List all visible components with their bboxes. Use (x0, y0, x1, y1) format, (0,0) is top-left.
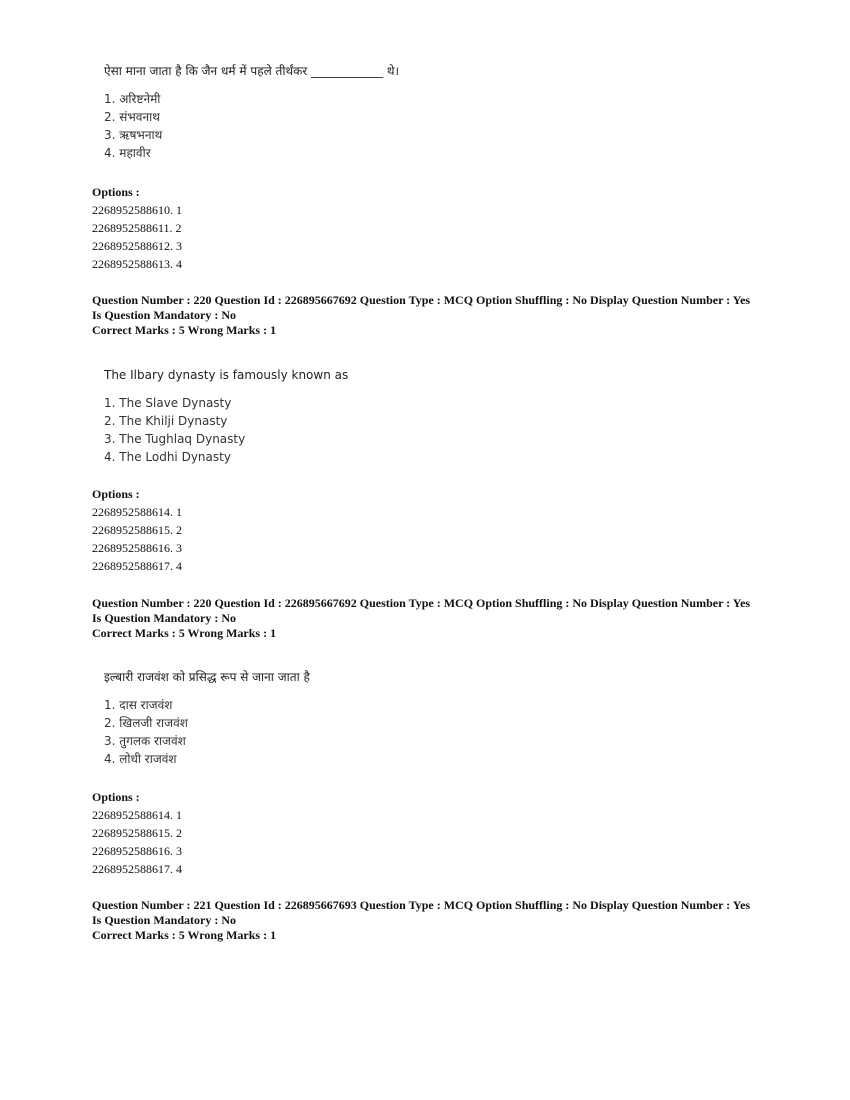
question-stem: ऐसा माना जाता है कि जैन धर्म में पहले तीर्थंकर ____________ थे। (104, 64, 400, 78)
question-stem: The Ilbary dynasty is famously known as (104, 368, 349, 382)
choice-item: 1. अरिष्टनेमी (104, 92, 161, 106)
question-image-jain-hindi (104, 62, 399, 162)
question-meta-line: Question Number : 221 Question Id : 226895667693 Question Type : MCQ Option Shuffling : No Display Question Number : Yes Is Question Mandatory : No (92, 898, 751, 927)
marks-line: Correct Marks : 5 Wrong Marks : 1 (92, 928, 277, 942)
question-image-ilbary-hindi (104, 668, 310, 768)
choice-item: 2. संभवनाथ (104, 110, 160, 124)
options-block (92, 485, 182, 575)
question-meta-line: Question Number : 220 Question Id : 226895667692 Question Type : MCQ Option Shuffling : No Display Question Number : Yes Is Question Mandatory : No (92, 293, 751, 322)
question-meta (92, 596, 762, 641)
option-id-row: 2268952588615. 2 (92, 523, 182, 537)
option-id-row: 2268952588617. 4 (92, 862, 182, 876)
question-choices (104, 90, 399, 162)
option-id-row: 2268952588614. 1 (92, 505, 182, 519)
choice-item: 1. The Slave Dynasty (104, 396, 232, 410)
question-meta (92, 293, 762, 338)
option-id-row: 2268952588617. 4 (92, 559, 182, 573)
option-id-row: 2268952588610. 1 (92, 203, 182, 217)
option-id-row: 2268952588611. 2 (92, 221, 182, 235)
choice-item: 2. खिलजी राजवंश (104, 716, 188, 730)
option-id-row: 2268952588616. 3 (92, 844, 182, 858)
options-block (92, 183, 182, 273)
option-id-row: 2268952588614. 1 (92, 808, 182, 822)
choice-item: 3. The Tughlaq Dynasty (104, 432, 246, 446)
marks-line: Correct Marks : 5 Wrong Marks : 1 (92, 323, 277, 337)
choice-item: 3. तुगलक राजवंश (104, 734, 186, 748)
option-id-row: 2268952588613. 4 (92, 257, 182, 271)
question-image-ilbary-english (104, 366, 348, 466)
choice-item: 4. The Lodhi Dynasty (104, 450, 231, 464)
question-meta (92, 898, 762, 943)
question-choices (104, 696, 310, 768)
marks-line: Correct Marks : 5 Wrong Marks : 1 (92, 626, 277, 640)
option-id-row: 2268952588612. 3 (92, 239, 182, 253)
question-meta-line: Question Number : 220 Question Id : 226895667692 Question Type : MCQ Option Shuffling : No Display Question Number : Yes Is Question Mandatory : No (92, 596, 751, 625)
choice-item: 3. ऋषभनाथ (104, 128, 163, 142)
choice-item: 1. दास राजवंश (104, 698, 173, 712)
option-id-row: 2268952588615. 2 (92, 826, 182, 840)
options-title: Options : (92, 487, 140, 501)
choice-item: 4. लोधी राजवंश (104, 752, 177, 766)
options-title: Options : (92, 185, 140, 199)
options-block (92, 788, 182, 878)
question-choices (104, 394, 348, 466)
choice-item: 2. The Khilji Dynasty (104, 414, 228, 428)
question-stem: इल्बारी राजवंश को प्रसिद्ध रूप से जाना जाता है (104, 670, 310, 684)
choice-item: 4. महावीर (104, 146, 151, 160)
options-title: Options : (92, 790, 140, 804)
option-id-row: 2268952588616. 3 (92, 541, 182, 555)
